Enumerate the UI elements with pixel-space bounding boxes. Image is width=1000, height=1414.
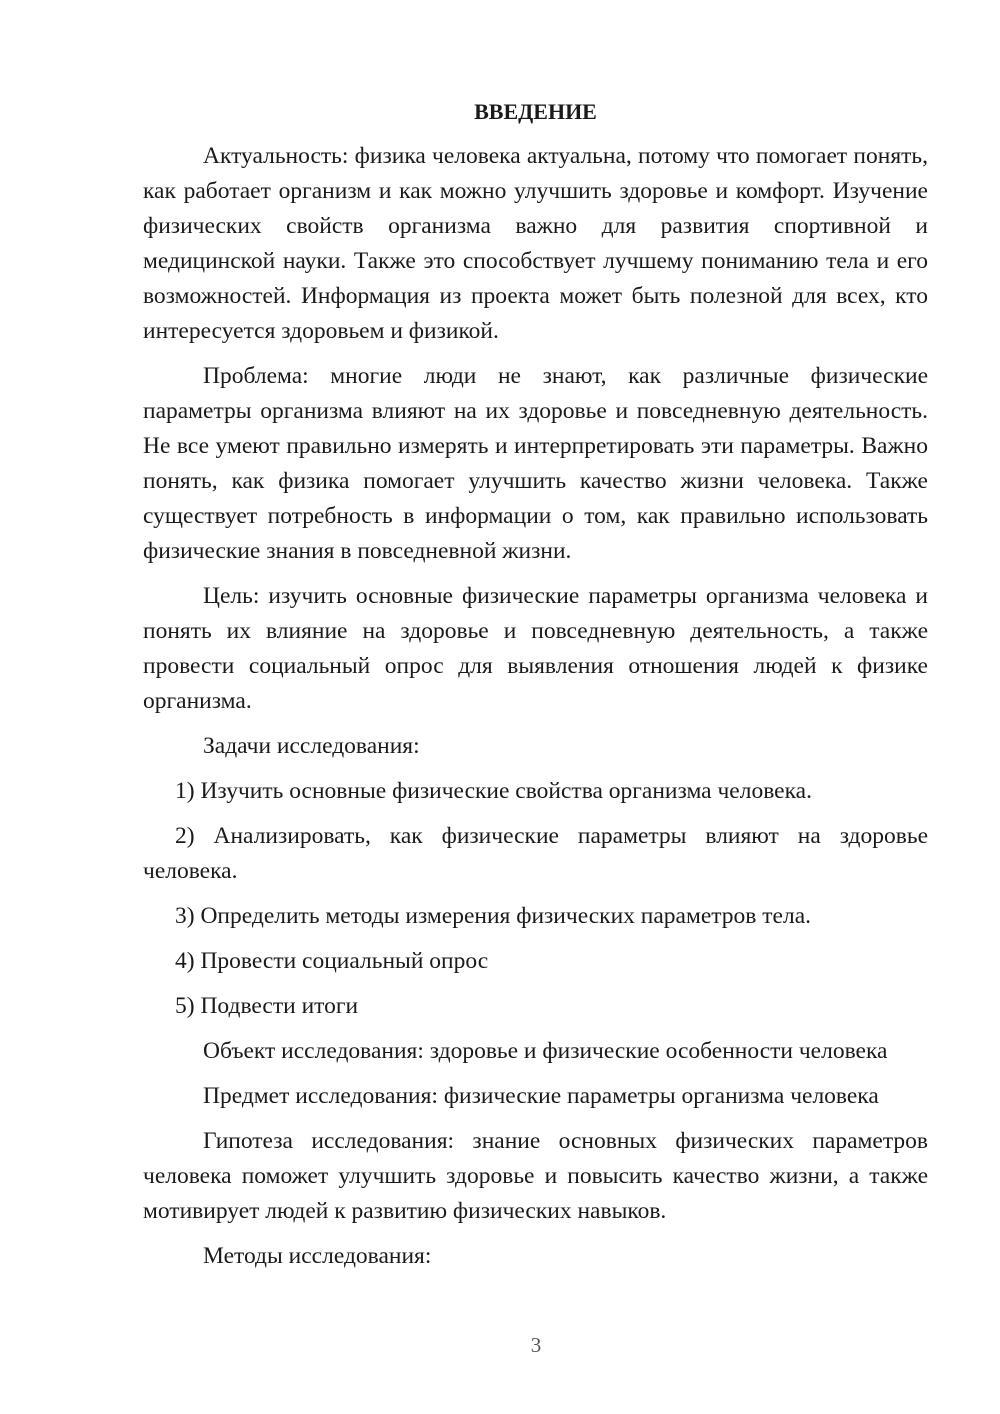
task-item-2: 2) Анализировать, как физические параметры влияют на здоровье человека. xyxy=(143,823,928,884)
task-item-1: 1) Изучить основные физические свойства организма человека. xyxy=(175,778,812,804)
subject-paragraph: Предмет исследования: физические параметры организма человека xyxy=(203,1083,879,1109)
hypothesis-paragraph: Гипотеза исследования: знание основных физических параметров человека поможет улучшить здоровье и повысить качество жизни, а также мотивирует людей к развитию физических навыков. xyxy=(143,1128,928,1224)
task-item-5: 5) Подвести итоги xyxy=(175,993,359,1019)
methods-heading: Методы исследования: xyxy=(203,1243,432,1269)
page-number: 3 xyxy=(530,1333,542,1357)
tasks-heading: Задачи исследования: xyxy=(203,733,420,759)
goal-paragraph: Цель: изучить основные физические параметры организма человека и понять их влияние на здоровье и повседневную деятельность, а также провести социальный опрос для выявления отношения людей к физике организма. xyxy=(143,583,928,714)
task-item-3: 3) Определить методы измерения физических параметров тела. xyxy=(175,903,812,929)
problem-paragraph: Проблема: многие люди не знают, как различные физические параметры организма влияют на их здоровье и повседневную деятельность. Не все умеют правильно измерять и интерпретировать эти параметры. Важно понять, как физика помогает улучшить качество жизни человека. Также существует потребность в информации о том, как правильно использовать физические знания в повседневной жизни. xyxy=(143,363,928,564)
task-item-4: 4) Провести социальный опрос xyxy=(175,948,489,974)
page-content xyxy=(143,94,928,1284)
page-title: ВВЕДЕНИЕ xyxy=(474,99,597,124)
relevance-paragraph: Актуальность: физика человека актуальна, потому что помогает понять, как работает организм и как можно улучшить здоровье и комфорт. Изучение физических свойств организма важно для развития спортивной и медицинской науки. Также это способствует лучшему пониманию тела и его возможностей. Информация из проекта может быть полезной для всех, кто интересуется здоровьем и физикой. xyxy=(143,143,928,344)
object-paragraph: Объект исследования: здоровье и физические особенности человека xyxy=(203,1038,888,1064)
